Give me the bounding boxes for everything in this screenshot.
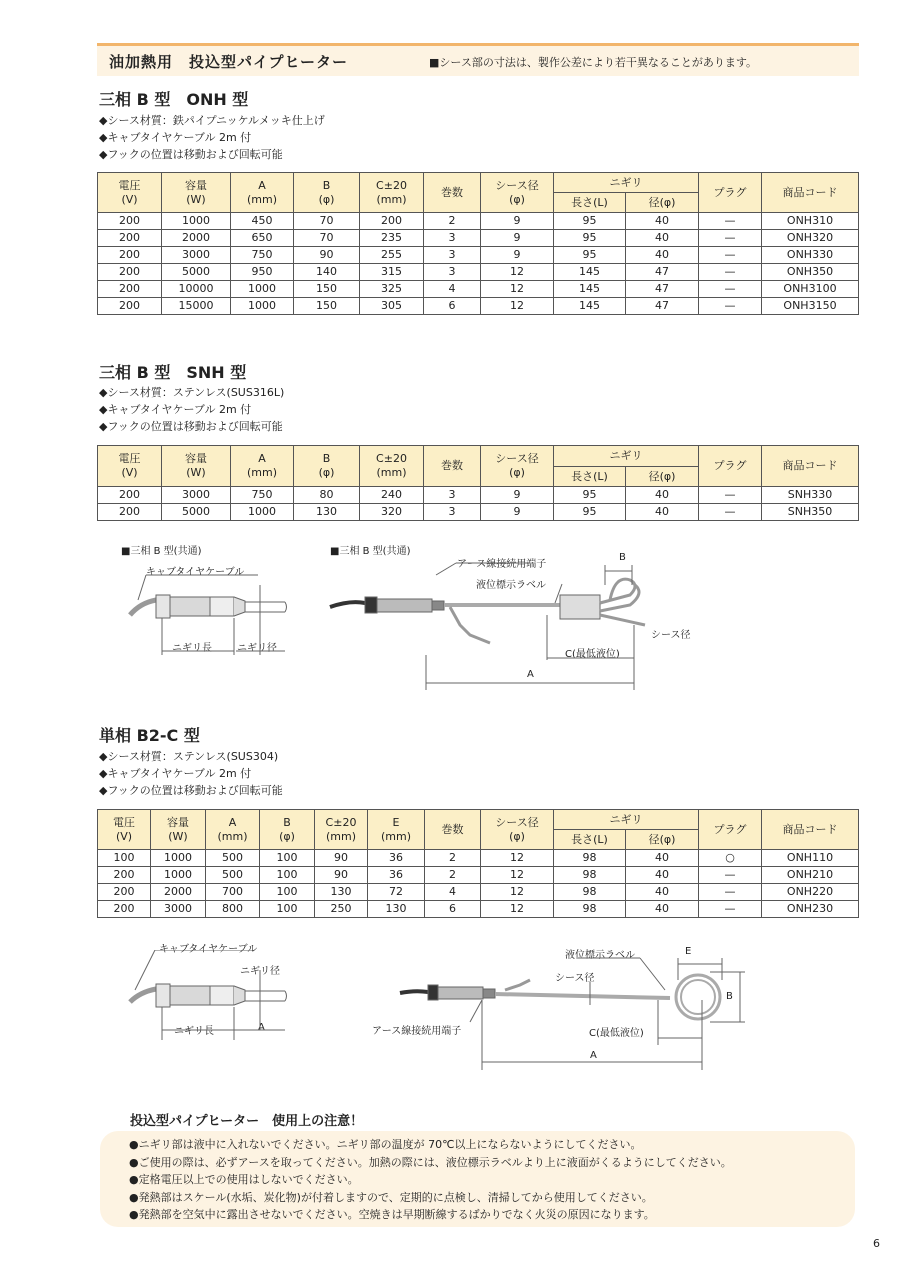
spec-table-b2c: [97, 809, 859, 918]
table-cell: SNH350: [762, 504, 859, 521]
table-cell: 4: [424, 281, 481, 298]
table-cell: 40: [626, 247, 699, 264]
table-cell: 145: [554, 298, 626, 315]
label-nigiri-length: ニギリ長: [172, 643, 212, 654]
table-cell: 2: [425, 850, 481, 867]
table-cell: 9: [481, 213, 554, 230]
section-bullets-onh: [99, 112, 325, 163]
label-a-left: A: [258, 1022, 265, 1033]
header-capacity: 容量 (W): [162, 446, 231, 487]
table-cell: 9: [481, 247, 554, 264]
caution-item: ●発熱部を空気中に露出させないでください。空焼きは早期断線するばかりでなく火災の原因になります。: [129, 1208, 655, 1221]
diagram1-right-title: ■三相 B 型(共通): [330, 546, 411, 557]
table-cell: 36: [368, 867, 425, 884]
table-cell: 3000: [162, 247, 231, 264]
table-row: [98, 247, 859, 264]
table-cell: 9: [481, 230, 554, 247]
table-cell: 140: [294, 264, 360, 281]
table-row: [98, 230, 859, 247]
table-cell: 200: [360, 213, 424, 230]
caution-item: ●発熱部はスケール(水垢、炭化物)が付着しますので、定期的に点検し、清掃してから使用してください。: [129, 1190, 653, 1204]
table-cell: 100: [98, 850, 151, 867]
section-bullets-snh: [99, 384, 284, 435]
bullet-item: ◆フックの位置は移動および回転可能: [99, 148, 283, 161]
header-b: B (φ): [260, 810, 315, 850]
table-cell: 1000: [231, 281, 294, 298]
section-title-b2c: 単相 B2-C 型: [99, 726, 200, 745]
table-row: [98, 867, 859, 884]
table-cell: 12: [481, 884, 554, 901]
diagram1-left-title: ■三相 B 型(共通): [121, 546, 202, 557]
table-cell: ONH110: [762, 850, 859, 867]
table-cell: 47: [626, 281, 699, 298]
header-capacity: 容量 (W): [162, 173, 231, 213]
table-cell: 305: [360, 298, 424, 315]
label-nigiri-diameter: ニギリ径: [240, 966, 280, 977]
table-cell: —: [699, 230, 762, 247]
table-cell: 3: [424, 504, 481, 521]
table-cell: ONH210: [762, 867, 859, 884]
diagram1-drawing: [110, 555, 710, 695]
table-cell: SNH330: [762, 487, 859, 504]
table-cell: 40: [626, 487, 699, 504]
table-cell: —: [699, 264, 762, 281]
table-cell: 200: [98, 230, 162, 247]
table-cell: 98: [554, 884, 626, 901]
spec-table-snh: [97, 445, 859, 521]
table-row: [98, 264, 859, 281]
table-cell: 9: [481, 487, 554, 504]
table-cell: 200: [98, 264, 162, 281]
table-cell: 4: [425, 884, 481, 901]
table-row: [98, 901, 859, 918]
caution-box: [100, 1131, 855, 1227]
table-cell: 10000: [162, 281, 231, 298]
header-capacity: 容量 (W): [151, 810, 206, 850]
header-sheath: シース径 (φ): [481, 173, 554, 213]
label-earth-terminal: アース線接続用端子: [372, 1026, 462, 1037]
table-cell: 100: [260, 850, 315, 867]
label-nigiri-diameter: ニギリ径: [237, 643, 277, 654]
bullet-item: ◆キャブタイヤケーブル 2m 付: [99, 403, 252, 416]
bullet-item: ◆シース材質：鉄パイプニッケルメッキ仕上げ: [99, 114, 325, 127]
table-cell: 1000: [162, 213, 231, 230]
table-cell: 200: [98, 504, 162, 521]
table-cell: 2: [424, 213, 481, 230]
table-cell: 1000: [231, 298, 294, 315]
table-cell: 40: [626, 867, 699, 884]
header-nigiri-diameter: 径(φ): [626, 193, 699, 213]
header-voltage: 電圧 (V): [98, 446, 162, 487]
table-row: [98, 298, 859, 315]
table-cell: 1000: [151, 867, 206, 884]
table-cell: 15000: [162, 298, 231, 315]
table-cell: 145: [554, 264, 626, 281]
table-cell: 2: [425, 867, 481, 884]
table-cell: ONH230: [762, 901, 859, 918]
table-row: [98, 850, 859, 867]
header-sheath: シース径 (φ): [481, 810, 554, 850]
table-cell: 950: [231, 264, 294, 281]
table-cell: 200: [98, 884, 151, 901]
table-cell: 12: [481, 298, 554, 315]
table-cell: 320: [360, 504, 424, 521]
bullet-item: ◆フックの位置は移動および回転可能: [99, 420, 283, 433]
tolerance-note: ■シース部の寸法は、製作公差により若干異なることがあります。: [429, 56, 757, 69]
table-cell: 650: [231, 230, 294, 247]
table-cell: 3: [424, 230, 481, 247]
header-c: C±20 (mm): [360, 446, 424, 487]
table-row: [98, 281, 859, 298]
table-cell: 95: [554, 230, 626, 247]
table-cell: ONH350: [762, 264, 859, 281]
table-cell: 1000: [151, 850, 206, 867]
table-cell: 3: [424, 264, 481, 281]
table-cell: 12: [481, 867, 554, 884]
header-nigiri-diameter: 径(φ): [626, 467, 699, 487]
label-level-label: 液位標示ラベル: [476, 580, 546, 591]
header-plug: プラグ: [699, 810, 762, 850]
table-cell: 5000: [162, 264, 231, 281]
label-level-label: 液位標示ラベル: [565, 950, 635, 961]
diagram2-drawing: [110, 950, 760, 1075]
header-nigiri-diameter: 径(φ): [626, 830, 699, 850]
caution-item: ●ご使用の際は、必ずアースを取ってください。加熱の際には、液位標示ラベルより上に液面がくるようにしてください。: [129, 1155, 732, 1169]
header-c: C±20 (mm): [315, 810, 368, 850]
header-nigiri-length: 長さ(L): [554, 193, 626, 213]
table-cell: 255: [360, 247, 424, 264]
section-title-onh: 三相 B 型 ONH 型: [99, 90, 249, 109]
table-cell: 40: [626, 213, 699, 230]
header-nigiri-length: 長さ(L): [554, 830, 626, 850]
table-cell: 70: [294, 230, 360, 247]
table-cell: —: [699, 884, 762, 901]
table-cell: 47: [626, 298, 699, 315]
label-a: A: [590, 1050, 597, 1061]
table-cell: —: [699, 213, 762, 230]
table-cell: —: [699, 901, 762, 918]
bullet-item: ◆シース材質：ステンレス(SUS316L): [99, 386, 285, 399]
table-cell: 150: [294, 298, 360, 315]
label-nigiri-length: ニギリ長: [174, 1026, 214, 1037]
table-cell: ONH330: [762, 247, 859, 264]
table-row: [98, 487, 859, 504]
table-row: [98, 504, 859, 521]
header-plug: プラグ: [699, 173, 762, 213]
label-cable: キャブタイヤケーブル: [159, 944, 258, 955]
bullet-item: ◆フックの位置は移動および回転可能: [99, 784, 283, 797]
table-cell: 200: [98, 281, 162, 298]
table-cell: 36: [368, 850, 425, 867]
caution-item: ●ニギリ部は液中に入れないでください。ニギリ部の温度が 70℃以上にならないようにしてください。: [129, 1138, 642, 1151]
table-cell: 47: [626, 264, 699, 281]
label-e: E: [685, 946, 692, 957]
caution-title: 投込型パイプヒーター 使用上の注意！: [130, 1114, 364, 1129]
table-cell: 750: [231, 487, 294, 504]
table-cell: 98: [554, 867, 626, 884]
header-turns: 巻数: [425, 810, 481, 850]
header-a: A (mm): [231, 446, 294, 487]
table-cell: 3000: [162, 487, 231, 504]
header-nigiri-length: 長さ(L): [554, 467, 626, 487]
label-b: B: [619, 552, 626, 563]
table-cell: 12: [481, 264, 554, 281]
table-cell: 90: [315, 850, 368, 867]
table-cell: 12: [481, 281, 554, 298]
page-title: 油加熱用 投込型パイプヒーター: [109, 53, 348, 71]
table-cell: ONH220: [762, 884, 859, 901]
table-cell: 12: [481, 850, 554, 867]
table-cell: 500: [206, 867, 260, 884]
header-turns: 巻数: [424, 173, 481, 213]
page-number: 6: [873, 1237, 880, 1250]
table-cell: —: [699, 281, 762, 298]
bullet-item: ◆キャブタイヤケーブル 2m 付: [99, 131, 252, 144]
table-cell: ONH310: [762, 213, 859, 230]
table-cell: 200: [98, 298, 162, 315]
header-plug: プラグ: [699, 446, 762, 487]
header-b: B (φ): [294, 446, 360, 487]
table-cell: 3000: [151, 901, 206, 918]
table-row: [98, 884, 859, 901]
caution-item: ●定格電圧以上での使用はしないでください。: [129, 1173, 359, 1186]
section-bullets-b2c: [99, 748, 283, 799]
header-a: A (mm): [231, 173, 294, 213]
table-cell: 100: [260, 867, 315, 884]
table-cell: 130: [368, 901, 425, 918]
table-cell: 2000: [151, 884, 206, 901]
bullet-item: ◆キャブタイヤケーブル 2m 付: [99, 767, 252, 780]
table-cell: 250: [315, 901, 368, 918]
table-cell: 95: [554, 247, 626, 264]
header-nigiri: ニギリ: [554, 446, 699, 467]
table-cell: 9: [481, 504, 554, 521]
table-cell: 150: [294, 281, 360, 298]
table-cell: 40: [626, 850, 699, 867]
spec-table-onh: [97, 172, 859, 315]
table-cell: —: [699, 247, 762, 264]
table-cell: —: [699, 504, 762, 521]
table-cell: 200: [98, 867, 151, 884]
table-cell: 100: [260, 901, 315, 918]
header-band: [97, 43, 859, 76]
section-title-snh: 三相 B 型 SNH 型: [99, 363, 247, 382]
table-cell: 5000: [162, 504, 231, 521]
table-cell: 240: [360, 487, 424, 504]
table-cell: 315: [360, 264, 424, 281]
header-b: B (φ): [294, 173, 360, 213]
label-c: C(最低液位): [589, 1028, 644, 1039]
bullet-item: ◆シース材質：ステンレス(SUS304): [99, 750, 279, 763]
table-row: [98, 213, 859, 230]
table-cell: 700: [206, 884, 260, 901]
header-voltage: 電圧 (V): [98, 810, 151, 850]
label-b: B: [726, 991, 733, 1002]
table-cell: 200: [98, 247, 162, 264]
table-cell: 72: [368, 884, 425, 901]
table-cell: 145: [554, 281, 626, 298]
table-cell: 95: [554, 213, 626, 230]
label-cable: キャブタイヤケーブル: [146, 567, 245, 578]
header-sheath: シース径 (φ): [481, 446, 554, 487]
table-cell: 6: [425, 901, 481, 918]
label-c: C(最低液位): [565, 649, 620, 660]
header-code: 商品コード: [762, 810, 859, 850]
table-cell: 3: [424, 247, 481, 264]
table-cell: 3: [424, 487, 481, 504]
table-cell: 40: [626, 504, 699, 521]
header-voltage: 電圧 (V): [98, 173, 162, 213]
table-cell: 95: [554, 487, 626, 504]
table-cell: 12: [481, 901, 554, 918]
header-e: E (mm): [368, 810, 425, 850]
table-cell: 98: [554, 850, 626, 867]
table-cell: 130: [315, 884, 368, 901]
table-cell: 2000: [162, 230, 231, 247]
table-cell: 750: [231, 247, 294, 264]
label-sheath: シース径: [555, 973, 595, 984]
table-cell: 200: [98, 901, 151, 918]
table-cell: ONH3150: [762, 298, 859, 315]
table-cell: ○: [699, 850, 762, 867]
table-cell: 100: [260, 884, 315, 901]
label-sheath: シース径: [651, 630, 691, 641]
header-code: 商品コード: [762, 446, 859, 487]
header-nigiri: ニギリ: [554, 173, 699, 193]
table-cell: 90: [294, 247, 360, 264]
table-cell: 500: [206, 850, 260, 867]
table-cell: 95: [554, 504, 626, 521]
table-cell: 1000: [231, 504, 294, 521]
header-turns: 巻数: [424, 446, 481, 487]
table-cell: 90: [315, 867, 368, 884]
table-cell: ONH3100: [762, 281, 859, 298]
label-earth-terminal: アース線接続用端子: [457, 559, 547, 570]
header-c: C±20 (mm): [360, 173, 424, 213]
table-cell: 98: [554, 901, 626, 918]
label-a: A: [527, 669, 534, 680]
table-cell: —: [699, 298, 762, 315]
table-cell: —: [699, 867, 762, 884]
table-cell: ONH320: [762, 230, 859, 247]
table-cell: 130: [294, 504, 360, 521]
table-cell: 800: [206, 901, 260, 918]
table-cell: 40: [626, 884, 699, 901]
table-cell: 450: [231, 213, 294, 230]
table-cell: —: [699, 487, 762, 504]
table-cell: 40: [626, 901, 699, 918]
table-cell: 200: [98, 487, 162, 504]
table-cell: 325: [360, 281, 424, 298]
header-a: A (mm): [206, 810, 260, 850]
table-cell: 80: [294, 487, 360, 504]
table-cell: 70: [294, 213, 360, 230]
table-cell: 200: [98, 213, 162, 230]
table-cell: 40: [626, 230, 699, 247]
table-cell: 6: [424, 298, 481, 315]
table-cell: 235: [360, 230, 424, 247]
header-nigiri: ニギリ: [554, 810, 699, 830]
header-code: 商品コード: [762, 173, 859, 213]
